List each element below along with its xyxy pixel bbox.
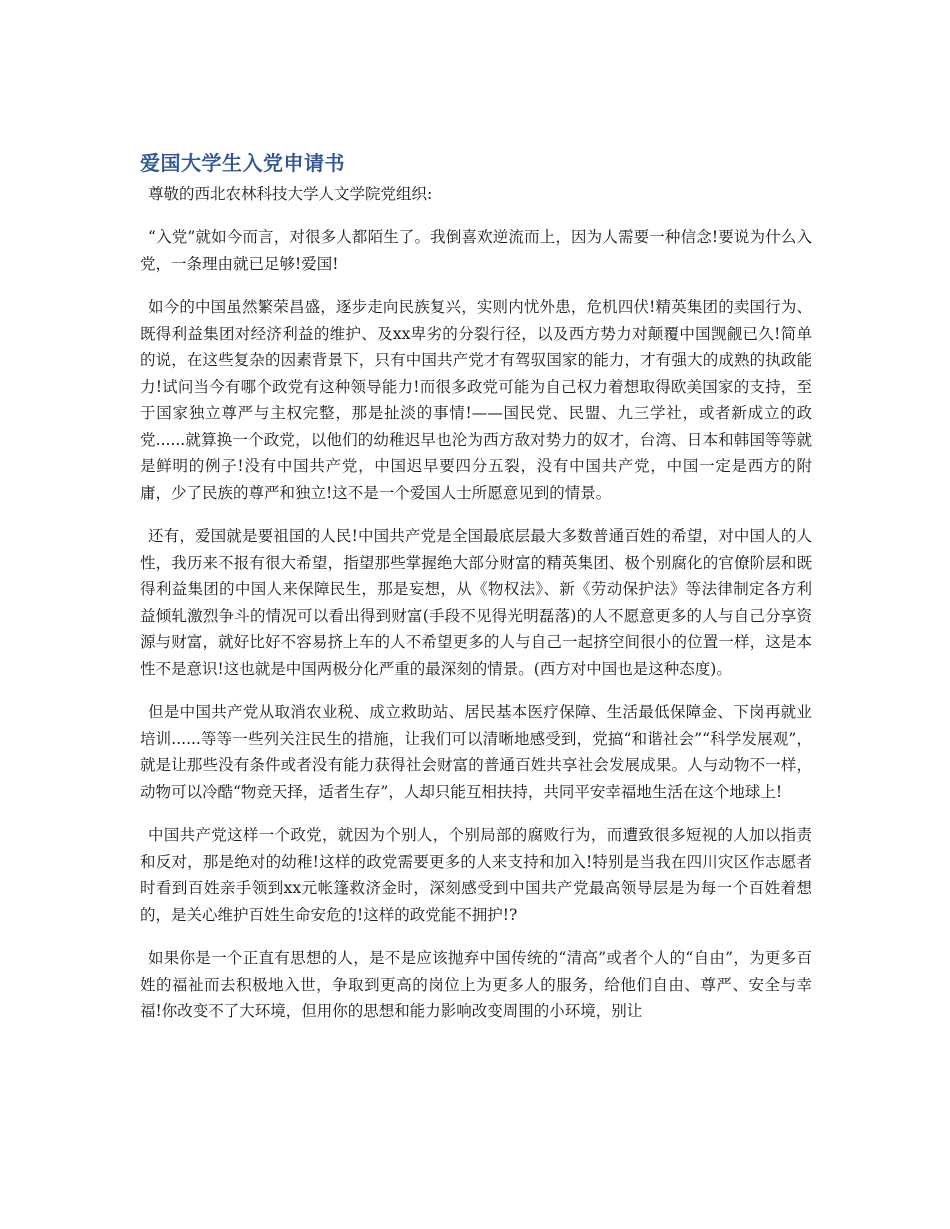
document-page — [140, 148, 812, 1042]
paragraph-5: 中国共产党这样一个政党，就因为个别人，个别局部的腐败行为，而遭致很多短视的人加以指责和反对，那是绝对的幼稚!这样的政党需要更多的人来支持和加入!特别是当我在四川灾区作志愿者时看到百姓亲手领到xx元帐篷救济金时，深刻感受到中国共产党最高领导层是为每一个百姓着想的，是关心维护百姓生命安危的!这样的政党能不拥护!? — [140, 826, 812, 924]
salutation: 尊敬的西北农林科技大学人文学院党组织: — [148, 185, 433, 203]
paragraph-6: 如果你是一个正直有思想的人，是不是应该抛弃中国传统的“清高”或者个人的“自由”，为更多百姓的福祉而去积极地入世，争取到更高的岗位上为更多人的服务，给他们自由、尊严、安全与幸福!你改变不了大环境，但用你的思想和能力影响改变周围的小环境，别让 — [140, 949, 812, 1020]
paragraph-1: “入党”就如今而言，对很多人都陌生了。我倒喜欢逆流而上，因为人需要一种信念!要说为什么入党，一条理由就已足够!爱国! — [140, 228, 812, 273]
paragraph-4: 但是中国共产党从取消农业税、成立救助站、居民基本医疗保障、生活最低保障金、下岗再就业培训......等等一些列关注民生的措施，让我们可以清晰地感受到，党搞“和谐社会”“科学发展观”，就是让那些没有条件或者没有能力获得社会财富的普通百姓共享社会发展成果。人与动物不一样，动物可以冷酷“物竞天择，适者生存”，人却只能互相扶持，共同平安幸福地生活在这个地球上! — [140, 703, 812, 801]
document-title: 爱国大学生入党申请书 — [140, 151, 345, 175]
paragraph-2: 如今的中国虽然繁荣昌盛，逐步走向民族复兴，实则内忧外患，危机四伏!精英集团的卖国行为、既得利益集团对经济利益的维护、及xx卑劣的分裂行径，以及西方势力对颠覆中国觊觎已久!简单的说，在这些复杂的因素背景下，只有中国共产党才有驾驭国家的能力，才有强大的成熟的执政能力!试问当今有哪个政党有这种领导能力!而很多政党可能为自己权力着想取得欧美国家的支持，至于国家独立尊严与主权完整，那是扯淡的事情!——国民党、民盟、九三学社，或者新成立的政党......就算换一个政党，以他们的幼稚迟早也沦为西方敌对势力的奴才，台湾、日本和韩国等等就是鲜明的例子!没有中国共产党，中国迟早要四分五裂，没有中国共产党，中国一定是西方的附庸，少了民族的尊严和独立!这不是一个爱国人士所愿意见到的情景。 — [140, 298, 812, 502]
paragraph-3: 还有，爱国就是要祖国的人民!中国共产党是全国最底层最大多数普通百姓的希望，对中国人的人性，我历来不报有很大希望，指望那些掌握绝大部分财富的精英集团、极个别腐化的官僚阶层和既得利益集团的中国人来保障民生，那是妄想，从《物权法》、新《劳动保护法》等法律制定各方利益倾轧激烈争斗的情况可以看出得到财富(手段不见得光明磊落)的人不愿意更多的人与自己分享资源与财富，就好比好不容易挤上车的人不希望更多的人与自己一起挤空间很小的位置一样，这是本性不是意识!这也就是中国两极分化严重的最深刻的情景。(西方对中国也是这种态度)。 — [140, 527, 812, 678]
